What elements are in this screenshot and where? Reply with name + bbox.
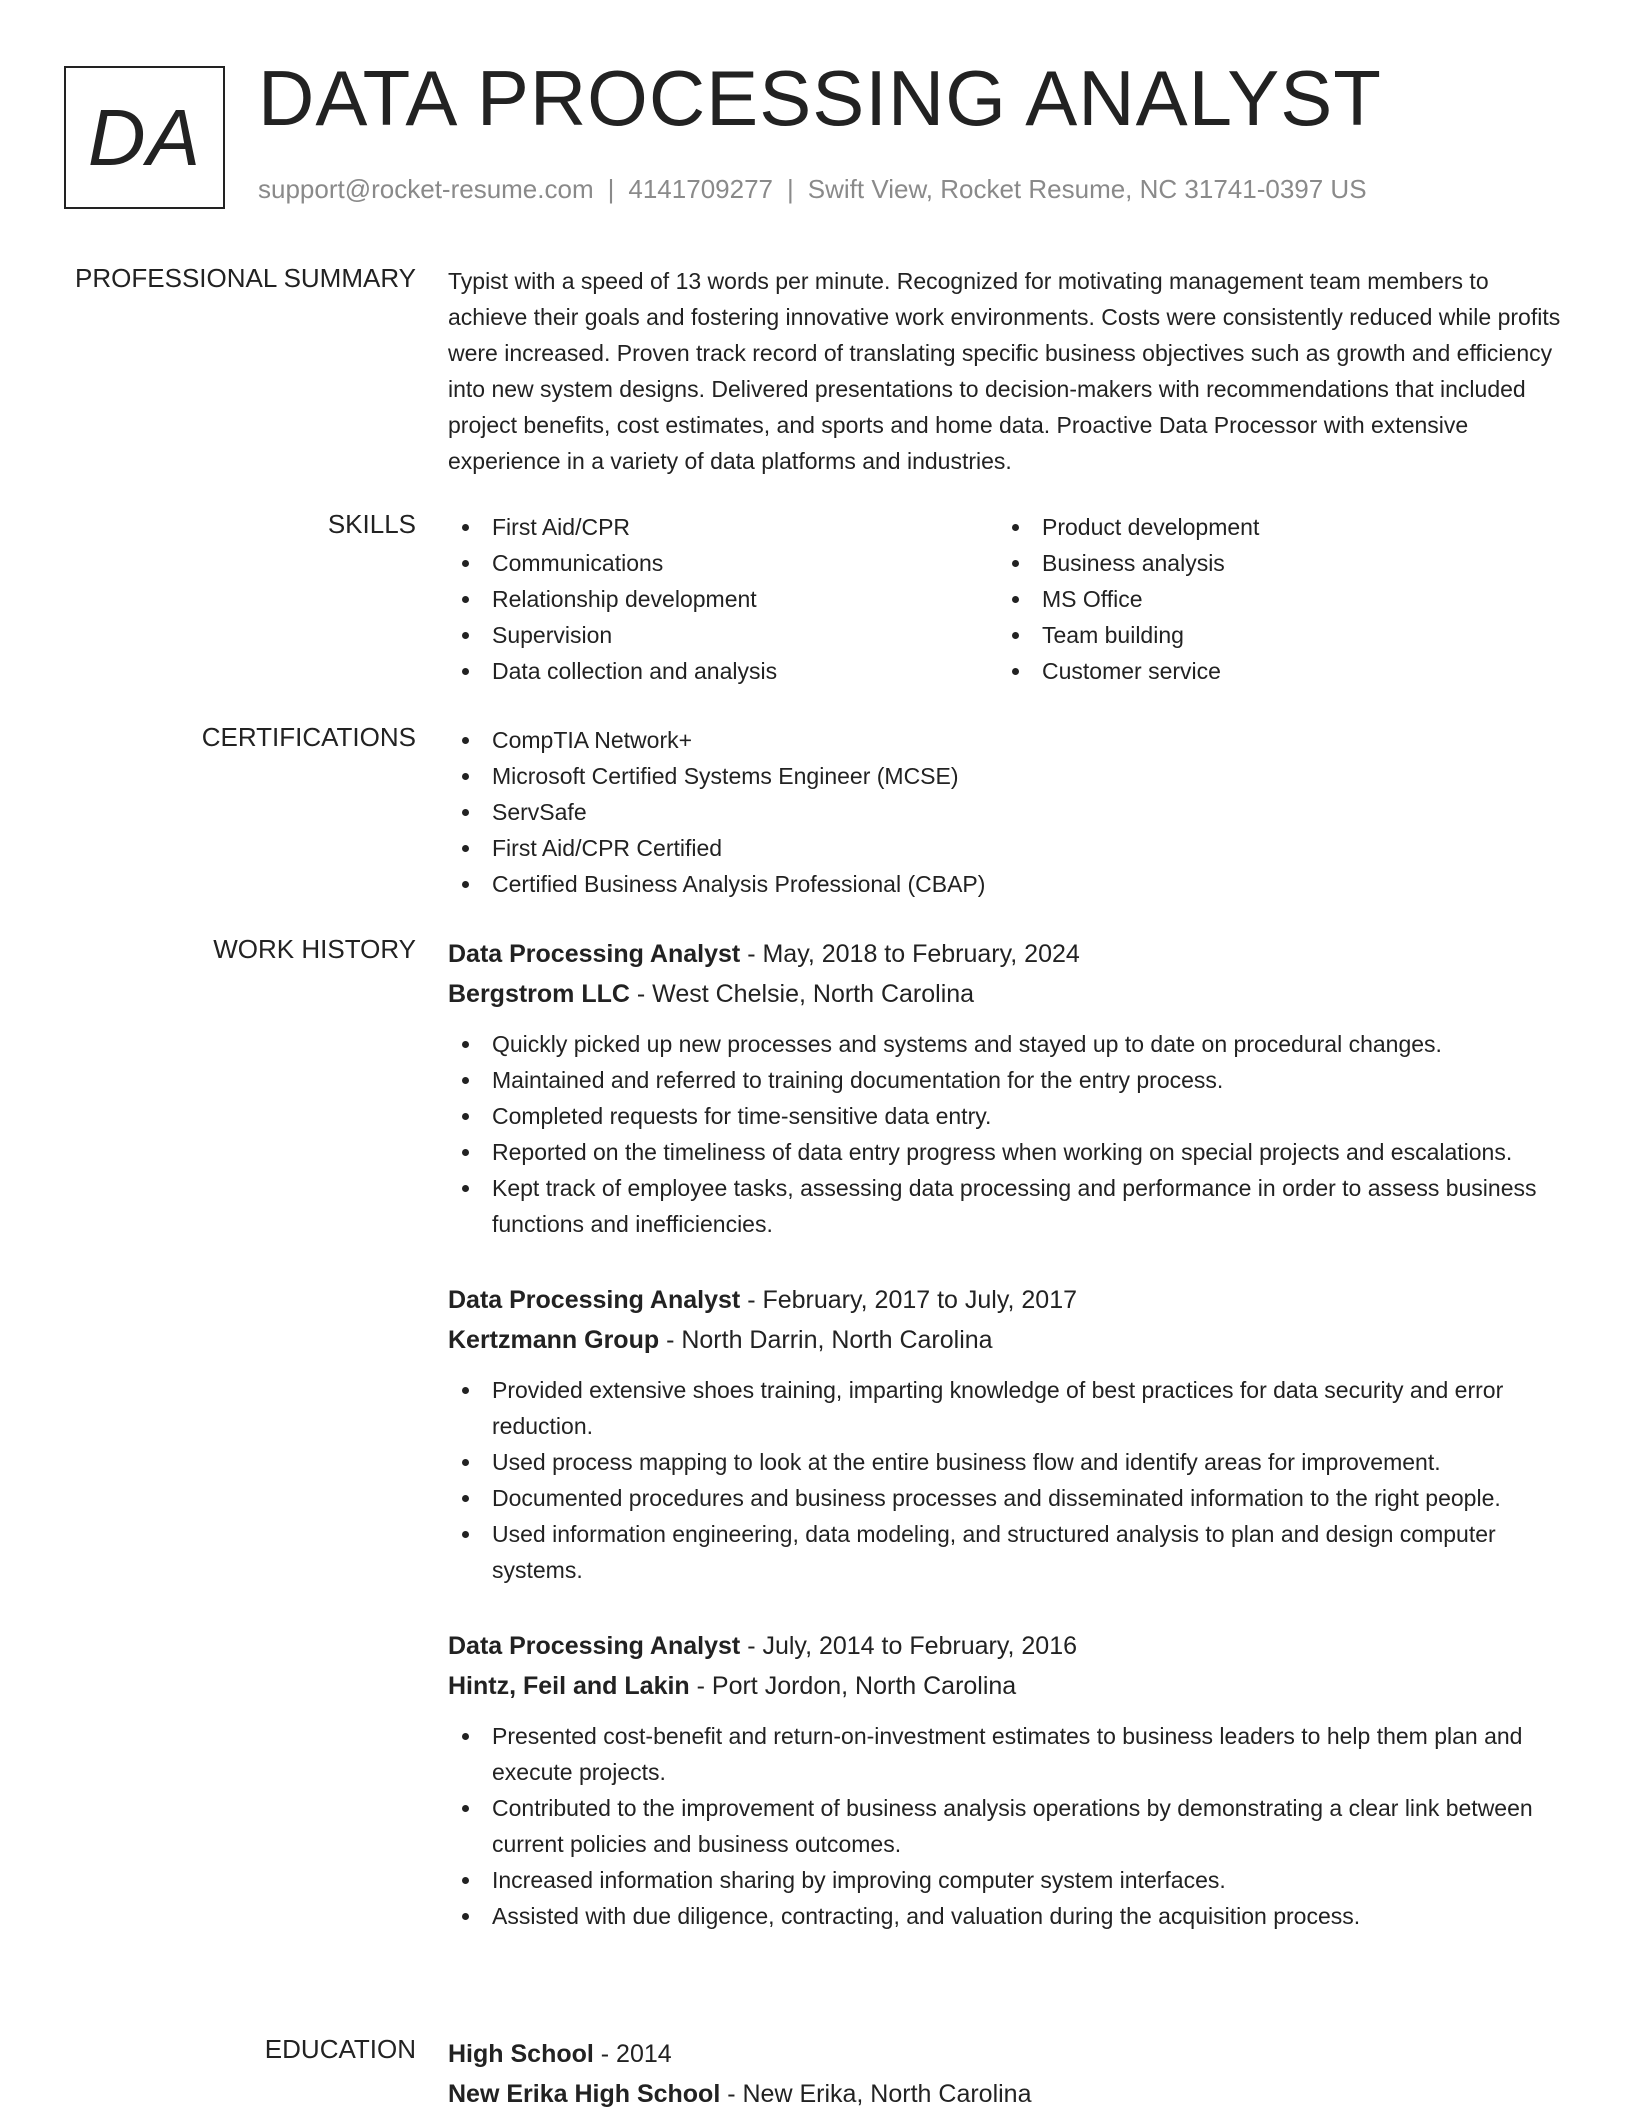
job-bullet: Used information engineering, data modeling, and structured analysis to plan and design computer systems.: [448, 1516, 1568, 1588]
job-bullets: [448, 1718, 1568, 1934]
job-location: - North Darrin, North Carolina: [659, 1326, 993, 1354]
section-heading-summary: PROFESSIONAL SUMMARY: [75, 263, 416, 293]
work-history-body: [448, 934, 1568, 1934]
section-heading-work-history: WORK HISTORY: [213, 934, 416, 964]
summary-text: Typist with a speed of 13 words per minute. Recognized for motivating management team members to achieve their goals and fostering innovative work environments. Costs were consistently reduced while profits were increased. Proven track record of translating specific business objectives such as growth and efficiency into new system designs. Delivered presentations to decision-makers with recommendations that included project benefits, cost estimates, and sports and home data. Proactive Data Processor with extensive experience in a variety of data platforms and industries.: [448, 268, 1561, 474]
skills-body: [448, 509, 1568, 689]
education-year: - 2014: [593, 2040, 672, 2068]
certifications-body: [448, 722, 1568, 902]
job-bullet: Quickly picked up new processes and systems and stayed up to date on procedural changes.: [448, 1026, 1568, 1062]
contact-separator: |: [787, 174, 794, 204]
job-entry: [448, 1626, 1568, 1934]
section-heading-education: EDUCATION: [264, 2034, 416, 2064]
skills-list-right: [998, 509, 1548, 689]
skill-item: MS Office: [998, 581, 1548, 617]
job-title-line: [448, 1626, 1568, 1666]
job-dates: - July, 2014 to February, 2016: [740, 1632, 1078, 1660]
education-degree: High School: [448, 2040, 594, 2068]
job-company-line: [448, 1666, 1568, 1706]
certification-item: ServSafe: [448, 794, 1568, 830]
contact-line: [258, 174, 1367, 205]
job-entry: [448, 934, 1568, 1242]
job-bullet: Used process mapping to look at the entire business flow and identify areas for improvement.: [448, 1444, 1568, 1480]
job-company: Bergstrom LLC: [448, 980, 630, 1008]
job-bullet: Contributed to the improvement of business analysis operations by demonstrating a clear link between current policies and business outcomes.: [448, 1790, 1568, 1862]
education-degree-line: [448, 2034, 1568, 2074]
monogram-initials: DA: [87, 92, 202, 182]
job-bullet: Presented cost-benefit and return-on-investment estimates to business leaders to help them plan and execute projects.: [448, 1718, 1568, 1790]
job-title: Data Processing Analyst: [448, 1632, 741, 1660]
job-dates: - February, 2017 to July, 2017: [740, 1286, 1078, 1314]
education-school-line: [448, 2074, 1568, 2112]
contact-address: Swift View, Rocket Resume, NC 31741-0397 US: [807, 174, 1367, 204]
skill-item: Data collection and analysis: [448, 653, 998, 689]
job-bullet: Increased information sharing by improving computer system interfaces.: [448, 1862, 1568, 1898]
job-title-line: [448, 1280, 1568, 1320]
education-school: New Erika High School: [448, 2080, 721, 2108]
certification-item: CompTIA Network+: [448, 722, 1568, 758]
section-heading-skills: SKILLS: [327, 509, 416, 539]
monogram-box: [64, 66, 225, 209]
job-title: Data Processing Analyst: [448, 1286, 741, 1314]
skill-item: Relationship development: [448, 581, 998, 617]
job-bullets: [448, 1372, 1568, 1588]
education-location: - New Erika, North Carolina: [720, 2080, 1032, 2108]
skill-item: First Aid/CPR: [448, 509, 998, 545]
job-company-line: [448, 1320, 1568, 1360]
job-bullet: Assisted with due diligence, contracting, and valuation during the acquisition process.: [448, 1898, 1568, 1934]
certification-item: First Aid/CPR Certified: [448, 830, 1568, 866]
skill-item: Business analysis: [998, 545, 1548, 581]
job-bullet: Kept track of employee tasks, assessing data processing and performance in order to assess business functions and inefficiencies.: [448, 1170, 1568, 1242]
skill-item: Product development: [998, 509, 1548, 545]
resume-title: DATA PROCESSING ANALYST: [258, 54, 1382, 142]
skills-list-left: [448, 509, 998, 689]
job-location: - Port Jordon, North Carolina: [689, 1672, 1017, 1700]
job-company: Hintz, Feil and Lakin: [448, 1672, 690, 1700]
job-entry: [448, 1280, 1568, 1588]
education-body: [448, 2034, 1568, 2112]
job-title-line: [448, 934, 1568, 974]
skill-item: Team building: [998, 617, 1548, 653]
job-company-line: [448, 974, 1568, 1014]
certifications-list: [448, 722, 1568, 902]
job-title: Data Processing Analyst: [448, 940, 741, 968]
contact-email[interactable]: support@rocket-resume.com: [258, 174, 594, 204]
job-bullets: [448, 1026, 1568, 1242]
job-dates: - May, 2018 to February, 2024: [740, 940, 1080, 968]
job-bullet: Reported on the timeliness of data entry progress when working on special projects and escalations.: [448, 1134, 1568, 1170]
job-company: Kertzmann Group: [448, 1326, 660, 1354]
job-bullet: Documented procedures and business processes and disseminated information to the right people.: [448, 1480, 1568, 1516]
job-bullet: Provided extensive shoes training, imparting knowledge of best practices for data security and error reduction.: [448, 1372, 1568, 1444]
job-bullet: Completed requests for time-sensitive data entry.: [448, 1098, 1568, 1134]
section-heading-certifications: CERTIFICATIONS: [201, 722, 416, 752]
job-location: - West Chelsie, North Carolina: [629, 980, 975, 1008]
skill-item: Customer service: [998, 653, 1548, 689]
skill-item: Supervision: [448, 617, 998, 653]
job-bullet: Maintained and referred to training documentation for the entry process.: [448, 1062, 1568, 1098]
skill-item: Communications: [448, 545, 998, 581]
contact-phone[interactable]: 4141709277: [628, 174, 773, 204]
contact-separator: |: [607, 174, 615, 204]
certification-item: Microsoft Certified Systems Engineer (MCSE): [448, 758, 1568, 794]
certification-item: Certified Business Analysis Professional (CBAP): [448, 866, 1568, 902]
